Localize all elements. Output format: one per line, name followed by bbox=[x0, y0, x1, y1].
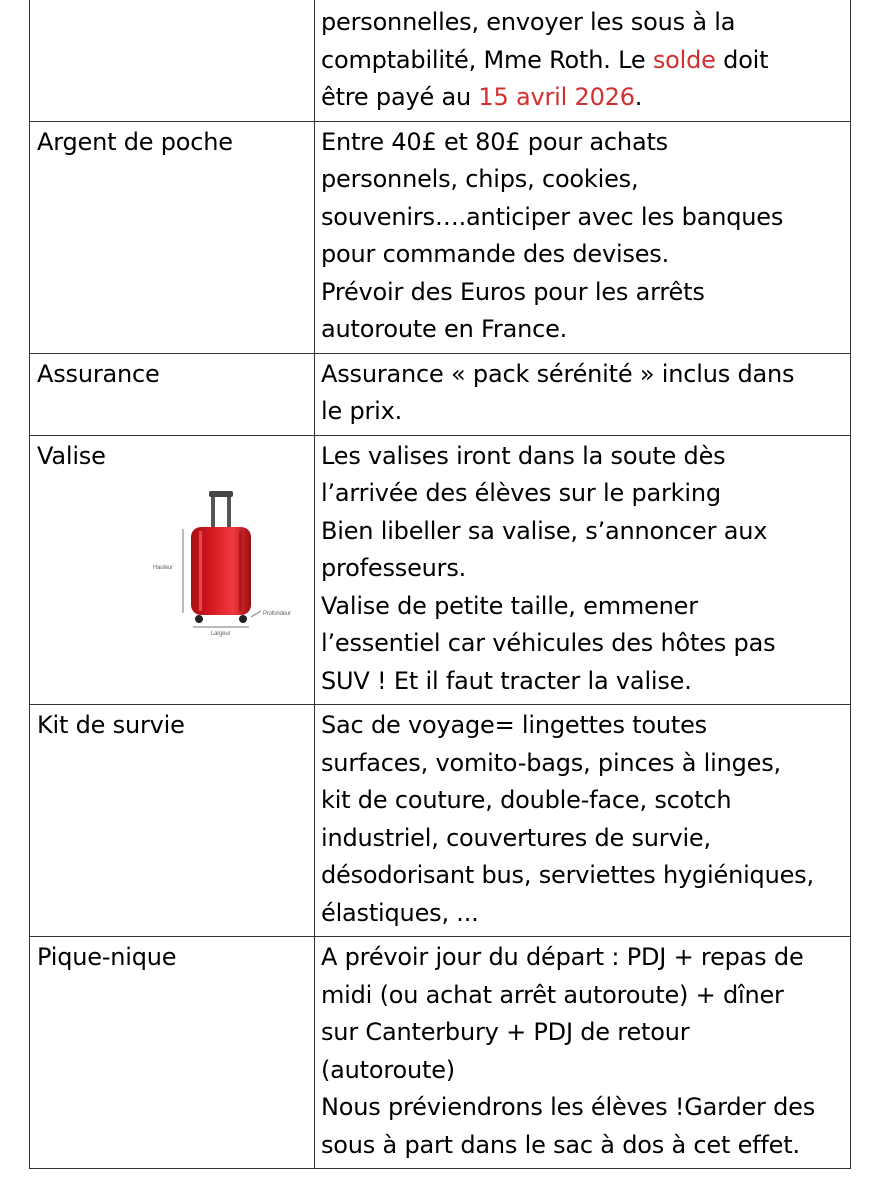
text-segment: comptabilité, Mme Roth. Le bbox=[321, 45, 653, 74]
text-segment: Sac de voyage= lingettes toutes bbox=[321, 711, 707, 739]
table-row-valise bbox=[30, 435, 851, 705]
text-line bbox=[321, 236, 844, 274]
text-segment: sous à part dans le sac à dos à cet effet. bbox=[321, 1130, 800, 1159]
text-segment: A prévoir jour du départ : PDJ + repas de bbox=[321, 943, 804, 971]
table-row-kit-de-survie bbox=[30, 705, 851, 937]
text-segment: l’essentiel car véhicules des hôtes pas bbox=[321, 629, 776, 657]
row-label: Kit de survie bbox=[37, 711, 185, 739]
text-segment: doit bbox=[715, 45, 769, 74]
text-line bbox=[321, 42, 844, 80]
text-segment: Les valises iront dans la soute dès bbox=[321, 441, 726, 470]
text-line bbox=[321, 820, 844, 858]
text-line bbox=[321, 1014, 844, 1052]
text-line bbox=[321, 124, 844, 162]
row-value-cell bbox=[315, 121, 851, 353]
text-line bbox=[321, 161, 844, 199]
text-segment: pour commande des devises. bbox=[321, 240, 670, 268]
text-line bbox=[321, 475, 844, 513]
text-line bbox=[321, 782, 844, 820]
text-line bbox=[321, 663, 844, 701]
row-label-cell bbox=[30, 435, 315, 705]
text-segment: sur Canterbury + PDJ de retour bbox=[321, 1018, 690, 1046]
row-label-cell bbox=[30, 705, 315, 937]
row-label: Pique-nique bbox=[37, 943, 177, 971]
text-segment: désodorisant bus, serviettes hygiéniques, bbox=[321, 861, 814, 889]
row-label-cell bbox=[30, 0, 315, 121]
text-line bbox=[321, 625, 844, 663]
table-row-pique-nique bbox=[30, 937, 851, 1169]
text-line bbox=[321, 513, 844, 551]
row-label-cell bbox=[30, 121, 315, 353]
table-row-argent-de-poche bbox=[30, 121, 851, 353]
row-value-cell bbox=[315, 0, 851, 121]
text-line bbox=[321, 199, 844, 237]
text-segment: (autoroute) bbox=[321, 1055, 455, 1084]
text-line bbox=[321, 707, 844, 745]
text-segment: le prix. bbox=[321, 397, 403, 425]
text-segment: Assurance « pack sérénité » inclus dans bbox=[321, 359, 795, 388]
text-segment: kit de couture, double-face, scotch bbox=[321, 786, 732, 814]
text-line bbox=[321, 311, 844, 349]
info-table-body bbox=[30, 0, 851, 1169]
text-line bbox=[321, 438, 844, 476]
text-segment: personnelles, envoyer les sous à la bbox=[321, 8, 736, 36]
row-label: Assurance bbox=[37, 359, 160, 388]
text-segment: élastiques, ... bbox=[321, 898, 479, 927]
text-segment: Nous préviendrons les élèves !Garder des bbox=[321, 1093, 816, 1121]
text-segment: autoroute en France. bbox=[321, 315, 568, 343]
text-line bbox=[321, 550, 844, 588]
row-label: Valise bbox=[37, 441, 106, 470]
highlight-text: solde bbox=[652, 45, 716, 74]
suitcase-depth-label: Profondeur bbox=[263, 611, 291, 617]
row-label-cell bbox=[30, 937, 315, 1169]
table-row-assurance bbox=[30, 353, 851, 435]
text-segment: . bbox=[634, 83, 643, 111]
row-label: Argent de poche bbox=[37, 127, 233, 156]
text-line bbox=[321, 1127, 844, 1165]
text-line bbox=[321, 274, 844, 312]
text-segment: SUV ! Et il faut tracter la valise. bbox=[321, 666, 692, 695]
text-line bbox=[321, 1052, 844, 1090]
text-line bbox=[321, 4, 844, 42]
text-line bbox=[321, 939, 844, 977]
text-line bbox=[321, 977, 844, 1015]
text-segment: surfaces, vomito-bags, pinces à linges, bbox=[321, 748, 781, 777]
text-line bbox=[321, 588, 844, 626]
text-segment: personnels, chips, cookies, bbox=[321, 165, 639, 193]
text-segment: midi (ou achat arrêt autoroute) + dîner bbox=[321, 980, 784, 1009]
text-segment: l’arrivée des élèves sur le parking bbox=[321, 479, 721, 507]
text-segment: Prévoir des Euros pour les arrêts bbox=[321, 277, 705, 306]
text-segment: Valise de petite taille, emmener bbox=[321, 591, 698, 620]
row-value-cell bbox=[315, 937, 851, 1169]
red-suitcase-icon bbox=[139, 487, 299, 637]
text-line bbox=[321, 895, 844, 933]
row-value-cell bbox=[315, 435, 851, 705]
suitcase-height-label: Hauteur bbox=[153, 565, 173, 571]
suitcase-width-label: Largeur bbox=[211, 631, 231, 637]
info-table bbox=[29, 0, 851, 1169]
row-label-cell bbox=[30, 353, 315, 435]
text-segment: souvenirs….anticiper avec les banques bbox=[321, 202, 784, 231]
text-segment: industriel, couvertures de survie, bbox=[321, 823, 711, 852]
text-segment: professeurs. bbox=[321, 554, 467, 582]
text-segment: Entre 40£ et 80£ pour achats bbox=[321, 127, 668, 156]
text-segment: Bien libeller sa valise, s’annoncer aux bbox=[321, 516, 768, 545]
row-value-cell bbox=[315, 705, 851, 937]
text-line bbox=[321, 857, 844, 895]
table-row-continued bbox=[30, 0, 851, 121]
text-line bbox=[321, 79, 844, 117]
row-value-cell bbox=[315, 353, 851, 435]
text-line bbox=[321, 393, 844, 431]
highlight-text: 15 avril 2026 bbox=[478, 83, 635, 111]
text-line bbox=[321, 356, 844, 394]
text-segment: être payé au bbox=[321, 83, 479, 111]
text-line bbox=[321, 745, 844, 783]
text-line bbox=[321, 1089, 844, 1127]
